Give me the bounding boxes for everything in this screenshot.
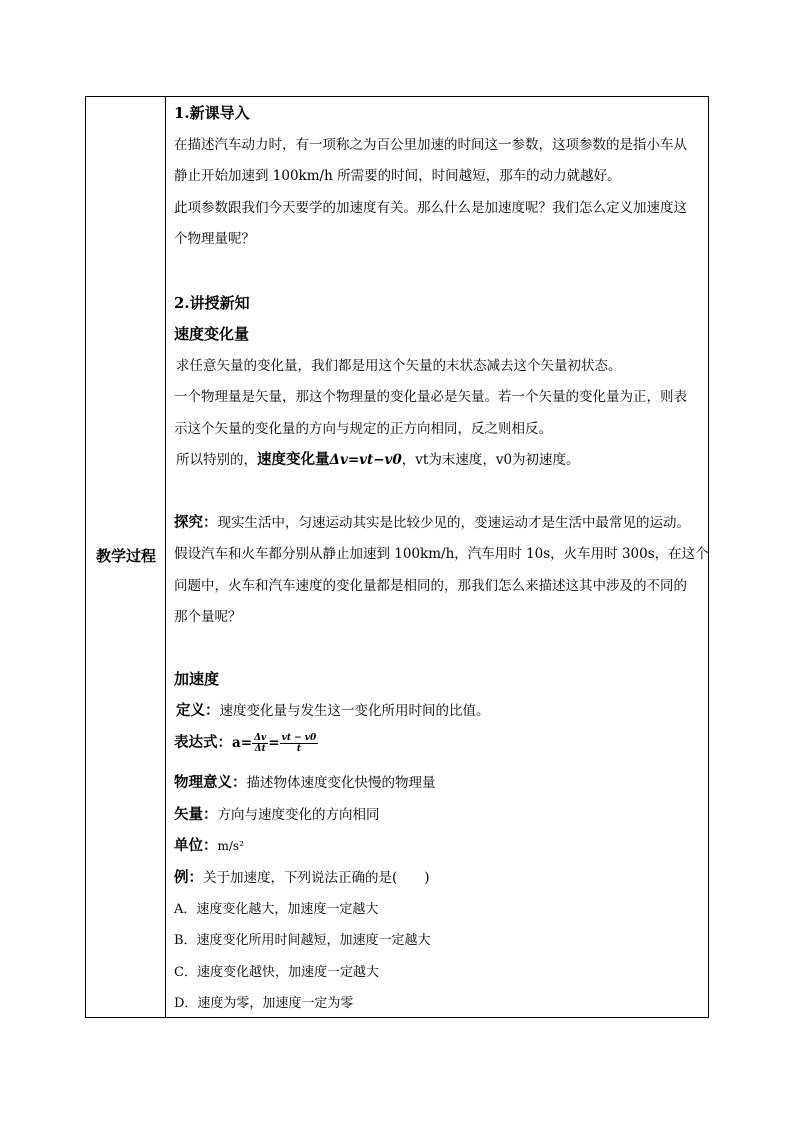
definition-suffix: ，vt为末速度，v0为初速度。 (401, 452, 580, 468)
explore-line: 假设汽车和火车都分别从静止加速到 100km/h，汽车用时 10s，火车用时 300s，在这个 (174, 546, 709, 562)
definition-label: 定义： (176, 702, 220, 719)
fraction-numerator: vt − v0 (281, 733, 317, 743)
explore-line: 问题中，火车和汽车速度的变化量都是相同的，那我们怎么来描述这其中涉及的不同的 (174, 578, 687, 594)
explore-line: 那个量呢？ (174, 609, 242, 625)
fraction-velocity (280, 733, 319, 754)
intro-paragraph-line: 个物理量呢？ (174, 231, 255, 247)
vector-text: 方向与速度变化的方向相同 (217, 807, 380, 823)
unit-line (174, 836, 702, 856)
vector-change-paragraph: 一个物理量是矢量，那这个物理量的变化量必是矢量。若一个矢量的变化量为正，则表 (174, 389, 687, 405)
explore-line (174, 513, 702, 533)
example-question: 关于加速度，下列说法正确的是( ) (203, 870, 430, 886)
fraction-delta (252, 733, 268, 754)
equals-sign: = (268, 735, 280, 751)
definition-line (176, 701, 702, 721)
fraction-denominator: Δt (254, 744, 266, 754)
meaning-label: 物理意义： (174, 774, 247, 791)
explore-label: 探究： (174, 514, 218, 531)
left-column (86, 97, 166, 1017)
content-cell (167, 97, 708, 1017)
expression-label: 表达式： (174, 734, 232, 751)
lesson-table (85, 96, 709, 1018)
option-b: B．速度变化所用时间越短，加速度一定越大 (174, 933, 431, 948)
velocity-change-heading: 速度变化量 (174, 325, 250, 343)
vector-line (174, 805, 702, 825)
section-label: 教学过程 (95, 547, 156, 565)
definition-prefix: 所以特别的， (176, 452, 257, 468)
option-a: A．速度变化越大，加速度一定越大 (174, 902, 379, 917)
intro-paragraph-line: 此项参数跟我们今天要学的加速度有关。那么什么是加速度呢？我们怎么定义加速度这 (174, 200, 687, 216)
option-c: C．速度变化越快，加速度一定越大 (174, 965, 379, 980)
example-line (174, 868, 702, 888)
vector-change-paragraph: 求任意矢量的变化量，我们都是用这个矢量的末状态减去这个矢量初状态。 (176, 358, 622, 374)
unit-label: 单位： (174, 837, 218, 854)
expression-a: a= (232, 735, 253, 751)
unit-text: m/s² (217, 839, 244, 853)
intro-paragraph-line: 在描述汽车动力时，有一项称之为百公里加速的时间这一参数，这项参数的是指小车从 (174, 137, 687, 153)
velocity-change-definition (176, 450, 702, 470)
option-d: D．速度为零，加速度一定为零 (174, 996, 354, 1011)
intro-paragraph-line: 静止开始加速到 100km/h 所需要的时间，时间越短，那车的动力就越好。 (174, 168, 621, 184)
definition-term: 速度变化量 (257, 451, 330, 468)
section-2-title: 2.讲授新知 (174, 294, 250, 312)
fraction-numerator: Δv (254, 733, 267, 743)
expression-line (174, 733, 702, 754)
meaning-line (174, 773, 702, 793)
meaning-text: 描述物体速度变化快慢的物理量 (246, 775, 436, 791)
definition-text: 速度变化量与发生这一变化所用时间的比值。 (219, 703, 490, 719)
vector-label: 矢量： (174, 806, 218, 823)
example-label: 例： (174, 869, 203, 886)
acceleration-heading: 加速度 (174, 670, 220, 688)
fraction-denominator: t (296, 744, 302, 754)
explore-text: 现实生活中，匀速运动其实是比较少见的，变速运动才是生活中最常见的运动。 (217, 515, 690, 531)
velocity-change-formula: Δv=vt−v0 (329, 452, 402, 468)
section-1-title: 1.新课导入 (174, 104, 250, 122)
vector-change-paragraph: 示这个矢量的变化量的方向与规定的正方向相同，反之则相反。 (174, 421, 552, 437)
